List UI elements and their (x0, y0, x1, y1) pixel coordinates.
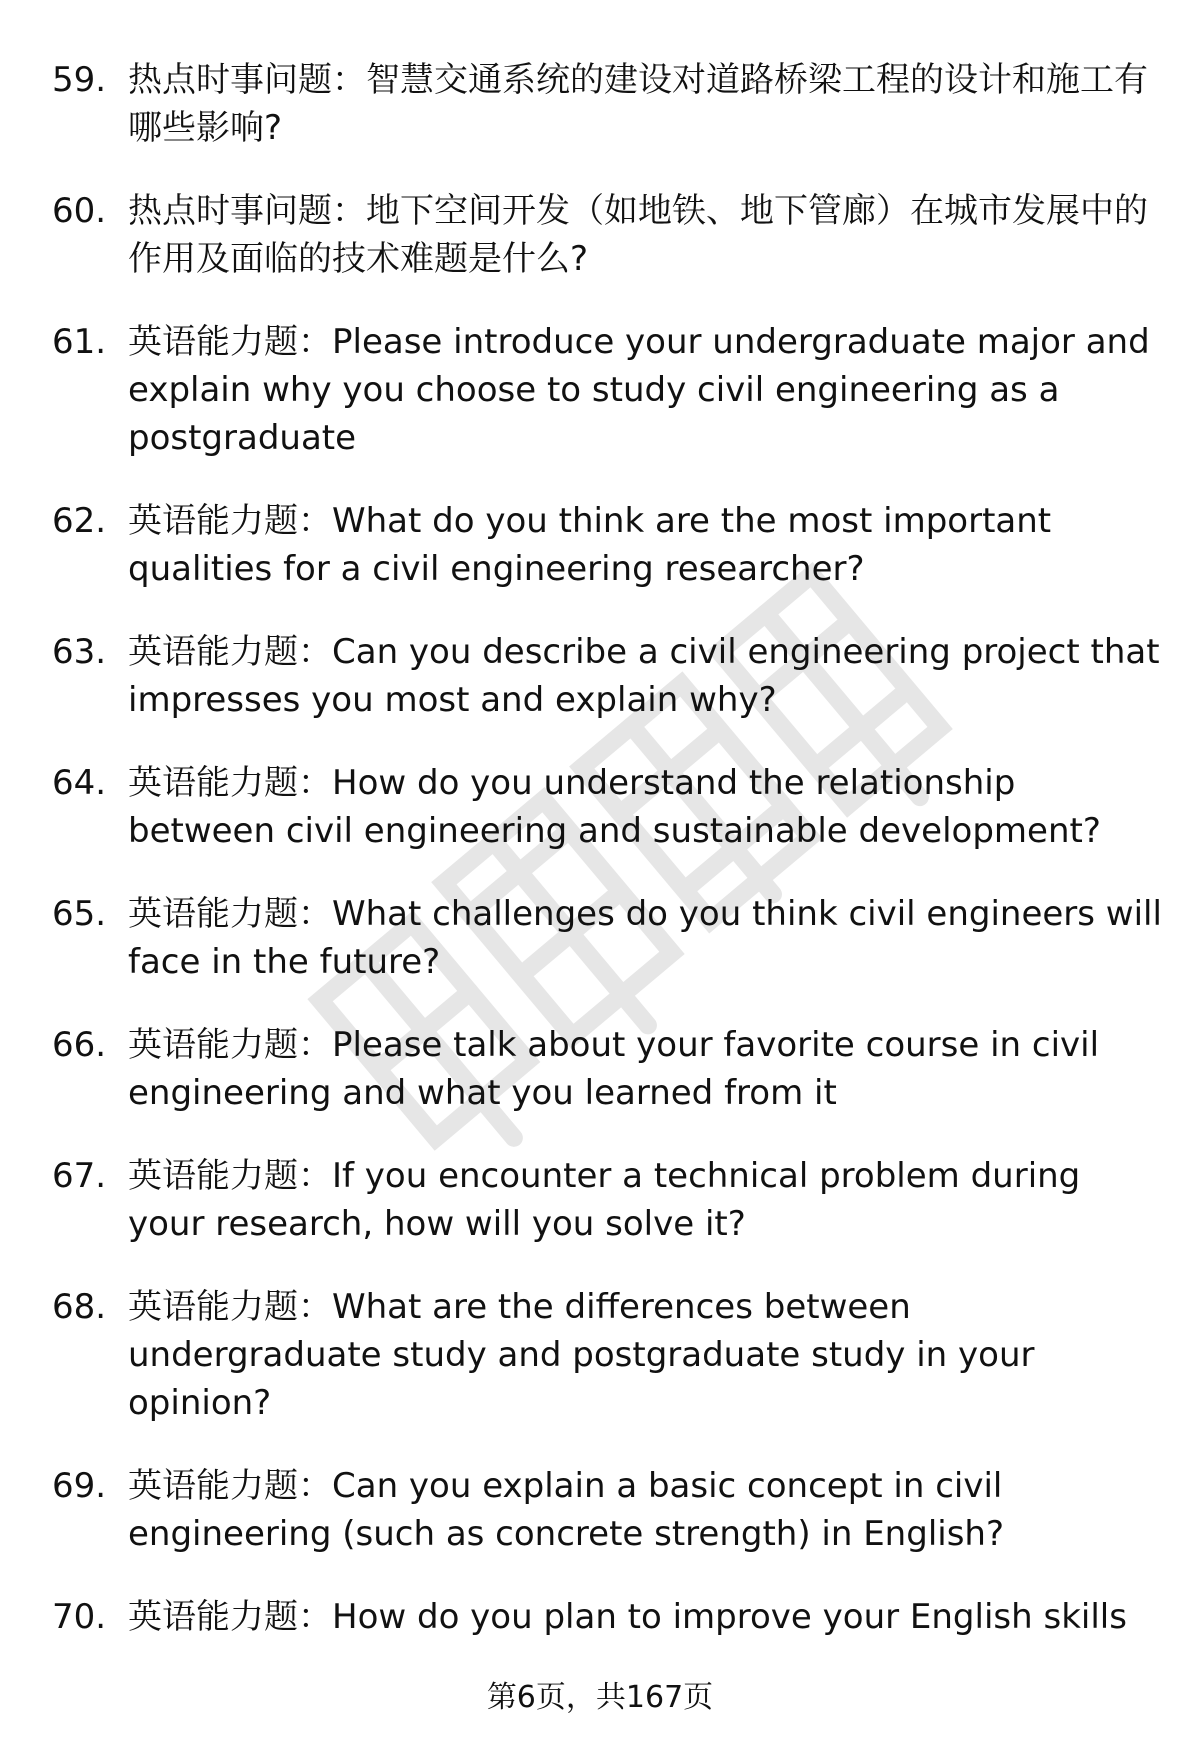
question-item (52, 759, 1162, 855)
question-list (52, 56, 1162, 1676)
question-text: 英语能力题：How do you understand the relationship between civil engineering and sustainable development? (128, 763, 1101, 851)
question-number: 64. (52, 763, 107, 803)
question-text: 英语能力题：What are the differences between undergraduate study and postgraduate study in your opinion? (128, 1287, 1035, 1423)
question-item (52, 1152, 1162, 1248)
question-text: 英语能力题：What challenges do you think civil engineers will face in the future? (128, 894, 1162, 982)
page-number-footer: 第6页，共167页 (486, 1680, 714, 1715)
question-number: 69. (52, 1466, 107, 1506)
question-item (52, 1462, 1162, 1558)
question-number: 63. (52, 632, 107, 672)
question-text: 英语能力题：Please talk about your favorite course in civil engineering and what you learned from it (128, 1025, 1100, 1113)
question-number: 59. (52, 60, 107, 100)
question-number: 60. (52, 191, 107, 231)
question-text: 英语能力题：If you encounter a technical problem during your research, how will you solve it? (128, 1156, 1081, 1244)
question-text: 英语能力题：Can you explain a basic concept in civil engineering (such as concrete strength) in English? (128, 1466, 1005, 1554)
question-number: 66. (52, 1025, 107, 1065)
question-number: 65. (52, 894, 107, 934)
question-text: 英语能力题：Can you describe a civil engineering project that impresses you most and explain why? (128, 632, 1160, 720)
question-item (52, 56, 1162, 152)
question-number: 61. (52, 322, 107, 362)
question-text: 热点时事问题：智慧交通系统的建设对道路桥梁工程的设计和施工有哪些影响? (128, 60, 1148, 148)
question-item (52, 890, 1162, 986)
question-text: 英语能力题：Please introduce your undergraduate major and explain why you choose to study civil engineering as a postgraduate (128, 322, 1150, 458)
question-text: 热点时事问题：地下空间开发（如地铁、地下管廊）在城市发展中的作用及面临的技术难题是什么? (128, 191, 1148, 279)
question-text: 英语能力题：How do you plan to improve your English skills (128, 1597, 1127, 1637)
question-item (52, 1021, 1162, 1117)
question-text: 英语能力题：What do you think are the most important qualities for a civil engineering researcher? (128, 501, 1052, 589)
question-item (52, 1593, 1162, 1641)
question-number: 68. (52, 1287, 107, 1327)
question-item (52, 497, 1162, 593)
question-item (52, 1283, 1162, 1427)
question-number: 62. (52, 501, 107, 541)
question-item (52, 628, 1162, 724)
question-number: 70. (52, 1597, 107, 1637)
question-item (52, 187, 1162, 283)
question-number: 67. (52, 1156, 107, 1196)
question-item (52, 318, 1162, 462)
